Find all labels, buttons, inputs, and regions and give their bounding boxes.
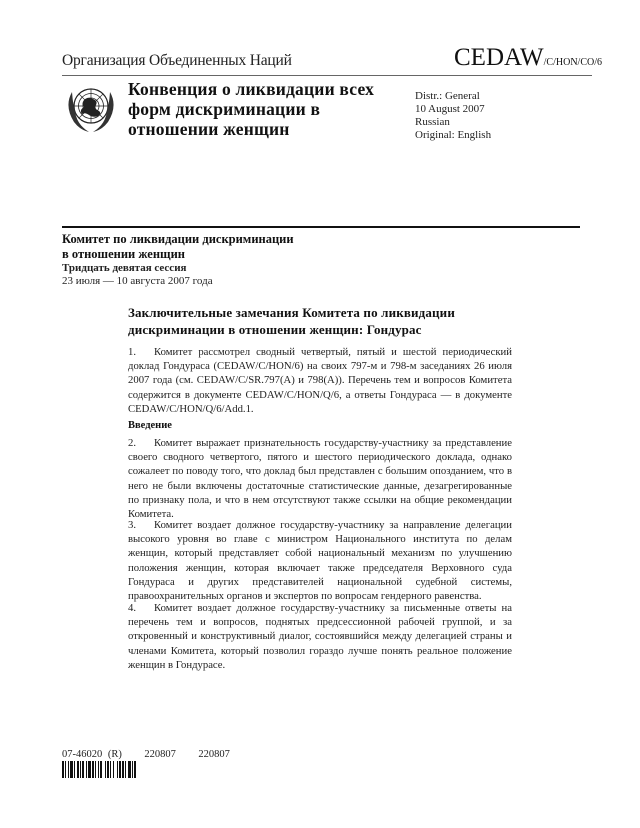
session-dates: 23 июля — 10 августа 2007 года xyxy=(62,275,213,287)
distribution-block xyxy=(415,90,491,142)
symbol-main: CEDAW xyxy=(454,44,544,71)
un-emblem-icon xyxy=(62,80,120,138)
document-symbol xyxy=(454,44,602,72)
footer-date-2: 220807 xyxy=(198,749,230,760)
paragraph-text: Комитет воздает должное государству-участнику за направление делегации высокого уровня во главе с министром Национального института по делам женщин, который представляет собой национальный механизм по улучшению положения женщин, которая включает также председателя Верховного суда Гондураса и других представителей национальной судебной системы, правоохранительных органов и экспертов по вопросам гендерного равенства. xyxy=(128,519,512,603)
document-title-line: Заключительные замечания Комитета по ликвидации xyxy=(128,305,455,320)
committee-title-line: в отношении женщин xyxy=(62,247,185,261)
job-number-line xyxy=(62,749,230,760)
paragraph-text: Комитет выражает признательность государству-участнику за представление своего сводного четвертого, пятого и шестого периодического доклада, однако сожалеет по поводу того, что доклад был представлен с большим опозданием, что в него не были включены достаточные статистические данные, дезагрегированные по признаку пола, и что в нем отсутствуют также ссылки на общие рекомендации Комитета. xyxy=(128,437,512,521)
section-rule xyxy=(62,226,580,228)
convention-title xyxy=(128,79,398,139)
paragraph-2 xyxy=(128,436,512,521)
organization-name: Организация Объединенных Наций xyxy=(62,52,292,69)
header-rule xyxy=(62,75,592,76)
paragraph-number: 3. xyxy=(128,519,137,531)
paragraph-text: Комитет рассмотрел сводный четвертый, пятый и шестой периодический доклад Гондураса (CEDAW/C/HON/6) на своих 797-м и 798-м заседаниях 26 июля 2007 года (см. CEDAW/C/SR.797(A) и 798(A)). Перечень тем и вопросов Комитета содержится в документе CEDAW/C/HON/Q/6, а ответы Гондураса — в документе CEDAW/C/HON/Q/6/Add.1. xyxy=(128,346,512,415)
document-title-line: дискриминации в отношении женщин: Гондурас xyxy=(128,322,422,337)
paragraph-text: Комитет воздает должное государству-участнику за письменные ответы на перечень тем и вопросов, поднятых предсессионной рабочей группой, и за откровенный и конструктивный диалог, состоявшийся между делегацией страны и членами Комитета, который позволил гораздо лучше понять реальное положение женщин в Гондурасе. xyxy=(128,602,512,671)
committee-block xyxy=(62,232,382,288)
original-language: Original: English xyxy=(415,129,492,141)
document-title xyxy=(128,304,512,338)
footer xyxy=(62,749,230,778)
distribution-language: Russian xyxy=(415,116,450,128)
paragraph-number: 4. xyxy=(128,602,137,614)
session-name: Тридцать девятая сессия xyxy=(62,262,187,274)
paragraph-4 xyxy=(128,601,512,672)
symbol-suffix: /C/HON/CO/6 xyxy=(543,57,602,68)
section-heading-introduction: Введение xyxy=(128,420,172,431)
paragraph-1 xyxy=(128,345,512,416)
distribution-date: 10 August 2007 xyxy=(415,103,485,115)
convention-title-line: форм дискриминации в xyxy=(128,99,321,119)
paragraph-3 xyxy=(128,518,512,603)
barcode-icon xyxy=(62,761,167,778)
committee-title-line: Комитет по ликвидации дискриминации xyxy=(62,232,294,246)
footer-date-1: 220807 xyxy=(144,749,176,760)
distribution-status: Distr.: General xyxy=(415,90,480,102)
job-number: 07-46020 (R) xyxy=(62,749,122,760)
convention-title-line: Конвенция о ликвидации всех xyxy=(128,79,375,99)
convention-title-line: отношении женщин xyxy=(128,119,290,139)
paragraph-number: 1. xyxy=(128,346,137,358)
paragraph-number: 2. xyxy=(128,437,137,449)
